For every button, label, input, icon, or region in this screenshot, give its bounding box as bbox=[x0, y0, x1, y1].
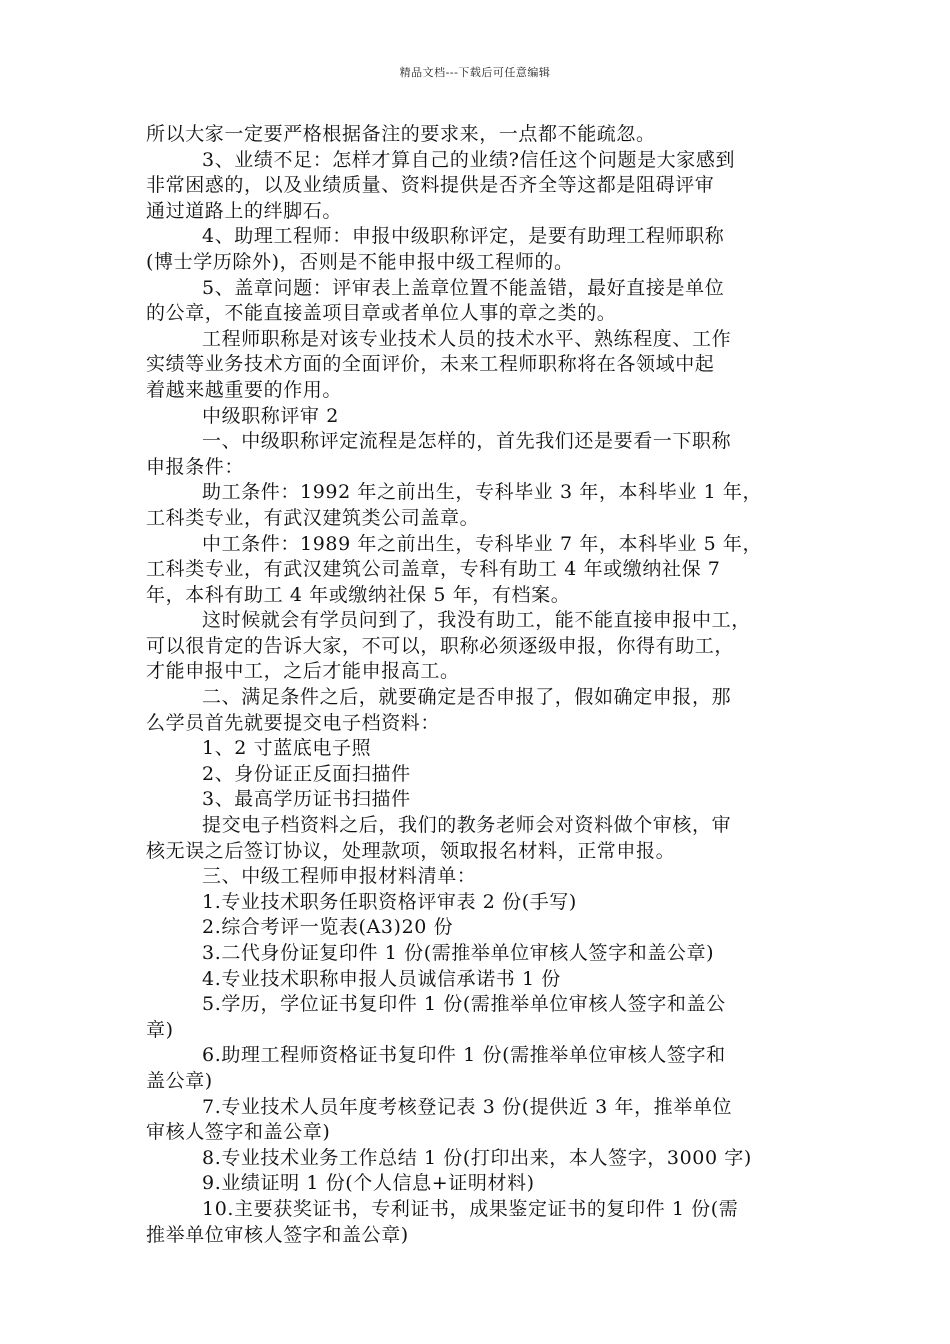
page-header: 精品文档---下载后可任意编辑 bbox=[399, 66, 551, 79]
document-body bbox=[146, 122, 811, 1248]
paragraph-14-line-0: 提交电子档资料之后，我们的教务老师会对资料做个审核，审 bbox=[202, 814, 732, 837]
paragraph-14-line-1: 核无误之后签订协议，处理款项，领取报名材料，正常申报。 bbox=[146, 839, 676, 862]
paragraph-15-line-0: 三、中级工程师申报材料清单： bbox=[202, 865, 477, 888]
paragraph-20-line-0: 5.学历，学位证书复印件 1 份(需推举单位审核人签字和盖公 bbox=[202, 993, 726, 1016]
paragraph-7-line-1: 工科类专业，有武汉建筑类公司盖章。 bbox=[146, 506, 480, 529]
paragraph-22-line-0: 7.专业技术人员年度考核登记表 3 份(提供近 3 年，推举单位 bbox=[202, 1095, 733, 1118]
paragraph-12-line-0: 2、身份证正反面扫描件 bbox=[202, 762, 411, 785]
paragraph-21-line-0: 6.助理工程师资格证书复印件 1 份(需推举单位审核人签字和 bbox=[202, 1044, 726, 1067]
paragraph-9-line-1: 可以很肯定的告诉大家，不可以，职称必须逐级申报，你得有助工， bbox=[146, 634, 735, 657]
paragraph-22-line-1: 审核人签字和盖公章) bbox=[146, 1121, 331, 1144]
paragraph-20-line-1: 章) bbox=[146, 1018, 174, 1041]
paragraph-18-line-0: 3.二代身份证复印件 1 份(需推举单位审核人签字和盖公章) bbox=[202, 942, 715, 964]
paragraph-13-line-0: 3、最高学历证书扫描件 bbox=[202, 788, 411, 811]
paragraph-25-line-1: 推举单位审核人签字和盖公章) bbox=[146, 1223, 409, 1246]
paragraph-2-line-0: 4、助理工程师：申报中级职称评定，是要有助理工程师职称 bbox=[202, 225, 725, 248]
paragraph-21-line-1: 盖公章) bbox=[146, 1069, 213, 1092]
paragraph-9-line-2: 才能申报中工，之后才能申报高工。 bbox=[146, 660, 460, 683]
paragraph-19-line-0: 4.专业技术职称申报人员诚信承诺书 1 份 bbox=[202, 967, 561, 990]
paragraph-11-line-0: 1、2 寸蓝底电子照 bbox=[202, 737, 372, 760]
paragraph-16-line-0: 1.专业技术职务任职资格评审表 2 份(手写) bbox=[202, 890, 577, 913]
paragraph-4-line-0: 工程师职称是对该专业技术人员的技术水平、熟练程度、工作 bbox=[202, 327, 732, 350]
paragraph-17-line-0: 2.综合考评一览表(A3)20 份 bbox=[202, 916, 454, 939]
paragraph-3-line-0: 5、盖章问题：评审表上盖章位置不能盖错，最好直接是单位 bbox=[202, 276, 725, 299]
paragraph-0-line-0: 所以大家一定要严格根据备注的要求来，一点都不能疏忽。 bbox=[146, 123, 656, 145]
paragraph-8-line-2: 年，本科有助工 4 年或缴纳社保 5 年，有档案。 bbox=[146, 583, 571, 606]
paragraph-7-line-0: 助工条件：1992 年之前出生，专科毕业 3 年，本科毕业 1 年， bbox=[202, 481, 763, 504]
paragraph-6-line-1: 申报条件： bbox=[146, 455, 245, 478]
paragraph-5-line-0: 中级职称评审 2 bbox=[202, 404, 339, 427]
paragraph-4-line-2: 着越来越重要的作用。 bbox=[146, 378, 343, 401]
paragraph-2-line-1: (博士学历除外)，否则是不能申报中级工程师的。 bbox=[146, 250, 574, 273]
paragraph-10-line-1: 么学员首先就要提交电子档资料： bbox=[146, 711, 441, 734]
paragraph-10-line-0: 二、满足条件之后，就要确定是否申报了，假如确定申报，那 bbox=[202, 686, 732, 709]
paragraph-25-line-0: 10.主要获奖证书，专利证书，成果鉴定证书的复印件 1 份(需 bbox=[202, 1197, 739, 1220]
paragraph-8-line-1: 工科类专业，有武汉建筑公司盖章，专科有助工 4 年或缴纳社保 7 bbox=[146, 558, 721, 581]
paragraph-23-line-0: 8.专业技术业务工作总结 1 份(打印出来，本人签字，3000 字) bbox=[202, 1146, 752, 1169]
paragraph-9-line-0: 这时候就会有学员问到了，我没有助工，能不能直接申报中工， bbox=[202, 609, 751, 632]
paragraph-8-line-0: 中工条件：1989 年之前出生，专科毕业 7 年，本科毕业 5 年， bbox=[202, 532, 763, 555]
paragraph-1-line-1: 非常困惑的，以及业绩质量、资料提供是否齐全等这都是阻碍评审 bbox=[146, 174, 715, 197]
paragraph-3-line-1: 的公章，不能直接盖项目章或者单位人事的章之类的。 bbox=[146, 302, 617, 325]
paragraph-24-line-0: 9.业绩证明 1 份(个人信息+证明材料) bbox=[202, 1172, 535, 1195]
paragraph-1-line-0: 3、业绩不足：怎样才算自己的业绩?信任这个问题是大家感到 bbox=[202, 148, 736, 171]
paragraph-1-line-2: 通过道路上的绊脚石。 bbox=[146, 199, 343, 222]
paragraph-6-line-0: 一、中级职称评定流程是怎样的，首先我们还是要看一下职称 bbox=[202, 430, 732, 453]
paragraph-4-line-1: 实绩等业务技术方面的全面评价，未来工程师职称将在各领域中起 bbox=[146, 353, 715, 376]
